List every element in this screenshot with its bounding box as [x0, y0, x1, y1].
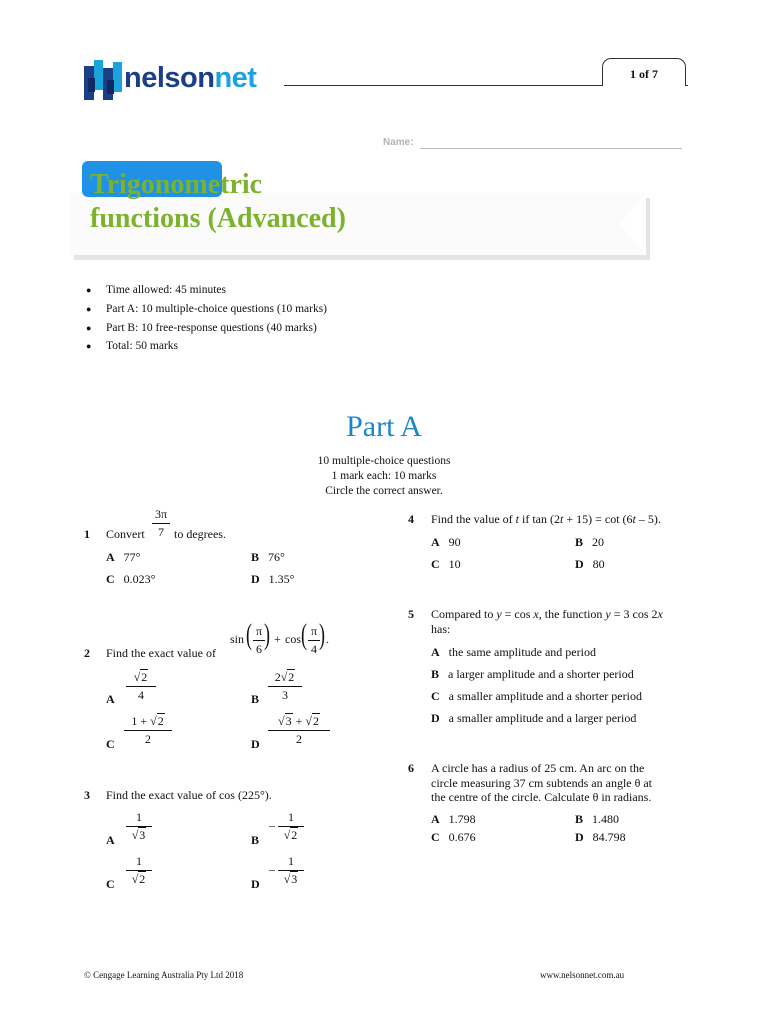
fraction-1-over-root3: 1 √3 [278, 854, 304, 887]
option-text: 84.798 [592, 830, 626, 844]
cos-text: cos [285, 632, 301, 646]
question-text-line: circle measuring 37 cm subtends an angle θ at [431, 775, 653, 790]
option-text: 1.480 [592, 812, 620, 826]
option-letter: D [251, 572, 260, 586]
option-letter: D [575, 557, 584, 571]
question-text-line: A circle has a radius of 25 cm. An arc on the [431, 761, 645, 775]
option-letter: C [431, 830, 440, 844]
option-text: 0.023° [123, 572, 156, 586]
fraction-denominator: 3 [282, 688, 288, 702]
part-instruction-line: Circle the correct answer. [325, 484, 443, 497]
part-instruction-line: 10 multiple-choice questions [317, 455, 451, 467]
option-text: 76° [268, 550, 285, 564]
option-letter: B [575, 535, 584, 549]
fraction-1-over-root2: 1 √2 [126, 854, 152, 887]
coefficient: 2 [274, 670, 281, 684]
question-number: 5 [408, 607, 414, 621]
option-text: 1.35° [268, 572, 295, 586]
info-item [86, 281, 327, 300]
radicand: 3 [139, 828, 146, 842]
option-letter: A [431, 645, 440, 659]
option-c[interactable] [106, 572, 155, 587]
minus-sign: – [269, 862, 275, 876]
nelsonnet-logo-icon [84, 58, 128, 102]
option-letter: D [251, 737, 260, 751]
fraction-1-over-root3: 1 √3 [126, 810, 152, 843]
question-text: Convert [106, 527, 145, 541]
question-number: 4 [408, 512, 414, 526]
numerator-term: 1 + [131, 714, 148, 728]
minus-sign: – [269, 818, 275, 832]
fraction-1plusroot2-over-2: 1 + √2 2 [124, 714, 172, 747]
text-part: if tan (2 [519, 512, 560, 526]
option-text: a larger amplitude and a shorter period [448, 667, 634, 681]
fraction-root3plusroot2-over-2: √3 + √2 2 [268, 714, 330, 747]
question-text [431, 761, 652, 805]
option-c[interactable] [431, 557, 461, 572]
radicand: 2 [157, 714, 164, 728]
radicand: 3 [291, 872, 298, 886]
bullet-icon: ● [86, 285, 92, 296]
fraction-denominator: 2 [296, 732, 302, 746]
variable-t: t [560, 512, 564, 526]
text-part: = cos [501, 607, 534, 621]
question-number: 6 [408, 761, 414, 775]
option-text: 1.798 [448, 812, 476, 826]
option-letter: A [431, 812, 440, 826]
question-number: 1 [84, 527, 90, 541]
question-text: to degrees. [174, 527, 226, 541]
nelsonnet-logo [124, 62, 256, 95]
fraction-denominator: 2 [145, 732, 151, 746]
option-letter: B [575, 812, 584, 826]
option-letter: A [106, 550, 115, 564]
sin-text: sin [230, 632, 245, 646]
bullet-icon: ● [86, 341, 92, 352]
info-item [86, 300, 327, 319]
fraction-denominator: 6 [256, 642, 262, 656]
option-b[interactable] [575, 535, 604, 550]
fraction-numerator: 1 [136, 810, 142, 824]
option-text: 90 [448, 535, 461, 549]
text-part: = 3 cos 2 [610, 607, 658, 621]
option-letter: A [431, 535, 440, 549]
option-letter: B [251, 550, 260, 564]
option-letter: C [106, 737, 115, 751]
plus-sign: + [274, 632, 281, 646]
text-part: + 15) = cot (6 [563, 512, 633, 526]
website-footer-link[interactable]: www.nelsonnet.com.au [540, 970, 625, 980]
variable-x: x [533, 607, 539, 621]
option-text: 77° [123, 550, 141, 564]
fraction-1-over-root2: 1 √2 [278, 810, 304, 843]
option-text: 10 [448, 557, 461, 571]
name-label: Name: [383, 137, 414, 148]
radicand: 2 [141, 670, 148, 684]
copyright-footer: © Cengage Learning Australia Pty Ltd 2018 [84, 970, 244, 980]
option-a[interactable] [431, 812, 476, 827]
option-text: 20 [592, 535, 605, 549]
fraction-numerator: 3π [154, 507, 168, 521]
option-letter: B [431, 667, 440, 681]
radicand: 2 [288, 670, 295, 684]
fraction-2root2-over-3: 2√2 3 [268, 670, 302, 703]
text-part: , the function [538, 607, 606, 621]
option-b[interactable] [431, 667, 634, 682]
question-number: 2 [84, 646, 90, 660]
question-text: Find the exact value of [106, 646, 216, 660]
question-text [431, 512, 661, 527]
option-text: 0.676 [448, 830, 476, 844]
info-text: Total: 50 marks [106, 340, 179, 353]
fraction-numerator: 1 [288, 854, 294, 868]
option-a[interactable] [431, 535, 461, 550]
fraction-numerator: π [255, 624, 263, 638]
option-letter: C [106, 877, 115, 891]
variable-y: y [496, 607, 502, 621]
fraction-3pi-over-7 [152, 507, 170, 540]
question-text: Find the exact value of cos (225°). [106, 788, 272, 802]
text-part: Compared to [431, 607, 497, 621]
option-text: the same amplitude and period [448, 645, 596, 659]
info-item [86, 318, 327, 337]
period: . [326, 632, 329, 646]
option-letter: B [251, 833, 260, 847]
fraction-numerator: π [310, 624, 318, 638]
text-part: Find the value of [431, 512, 516, 526]
logo-text-nelson: nelson [124, 62, 215, 94]
option-d[interactable] [431, 711, 636, 726]
part-instruction-line: 1 mark each: 10 marks [331, 469, 437, 482]
option-letter: C [106, 572, 115, 586]
bullet-icon: ● [86, 322, 92, 333]
option-letter: D [251, 877, 260, 891]
variable-y: y [605, 607, 611, 621]
option-b[interactable] [251, 550, 285, 565]
logo-text-net: net [214, 62, 257, 94]
option-b[interactable] [575, 812, 619, 827]
option-d[interactable] [575, 830, 626, 845]
question-number: 3 [84, 788, 90, 802]
info-text: Time allowed: 45 minutes [106, 284, 227, 297]
fraction-denominator: 4 [138, 688, 144, 702]
title-banner-notch [620, 193, 646, 255]
title-line-1: Trigonometric [90, 169, 263, 200]
option-d[interactable] [575, 557, 605, 572]
info-text: Part B: 10 free-response questions (40 marks) [106, 321, 317, 334]
variable-t: t [515, 512, 519, 526]
part-instructions [0, 454, 768, 498]
fraction-numerator: 1 [288, 810, 294, 824]
option-d[interactable] [251, 572, 294, 587]
plus-sign: + [295, 714, 303, 728]
part-heading: Part A [346, 410, 422, 443]
variable-t: t [632, 512, 636, 526]
fraction-denominator: 4 [311, 642, 317, 656]
exam-info-list [86, 281, 327, 356]
radicand: 2 [291, 828, 298, 842]
option-c[interactable] [431, 689, 642, 704]
option-text: a smaller amplitude and a larger period [448, 711, 637, 725]
page-title [90, 168, 346, 236]
option-text: a smaller amplitude and a shorter period [448, 689, 642, 703]
question-text [431, 607, 663, 637]
text-part: – 5). [635, 512, 661, 526]
info-text: Part A: 10 multiple-choice questions (10 marks) [106, 303, 328, 316]
option-letter: A [106, 833, 115, 847]
option-letter: B [251, 692, 260, 706]
info-item [86, 337, 327, 356]
option-letter: C [431, 689, 440, 703]
option-letter: C [431, 557, 440, 571]
bullet-icon: ● [86, 304, 92, 315]
option-a[interactable] [431, 645, 596, 660]
option-a[interactable] [106, 550, 140, 565]
title-line-2: functions (Advanced) [90, 203, 346, 234]
option-text: 80 [592, 557, 605, 571]
fraction-numerator: 1 [136, 854, 142, 868]
variable-x: x [657, 607, 663, 621]
name-field-line [420, 148, 682, 149]
radicand: 3 [285, 714, 292, 728]
page-indicator: 1 of 7 [602, 58, 686, 86]
radicand: 2 [312, 714, 319, 728]
option-letter: D [575, 830, 584, 844]
option-c[interactable] [431, 830, 476, 845]
text-part: has: [431, 622, 451, 636]
fraction-denominator: 7 [158, 525, 164, 539]
option-letter: A [106, 692, 115, 706]
fraction-root2-over-4: √2 4 [126, 670, 156, 703]
radicand: 2 [139, 872, 146, 886]
question-text-line: the centre of the circle. Calculate θ in radians. [431, 790, 652, 804]
option-letter: D [431, 711, 440, 725]
